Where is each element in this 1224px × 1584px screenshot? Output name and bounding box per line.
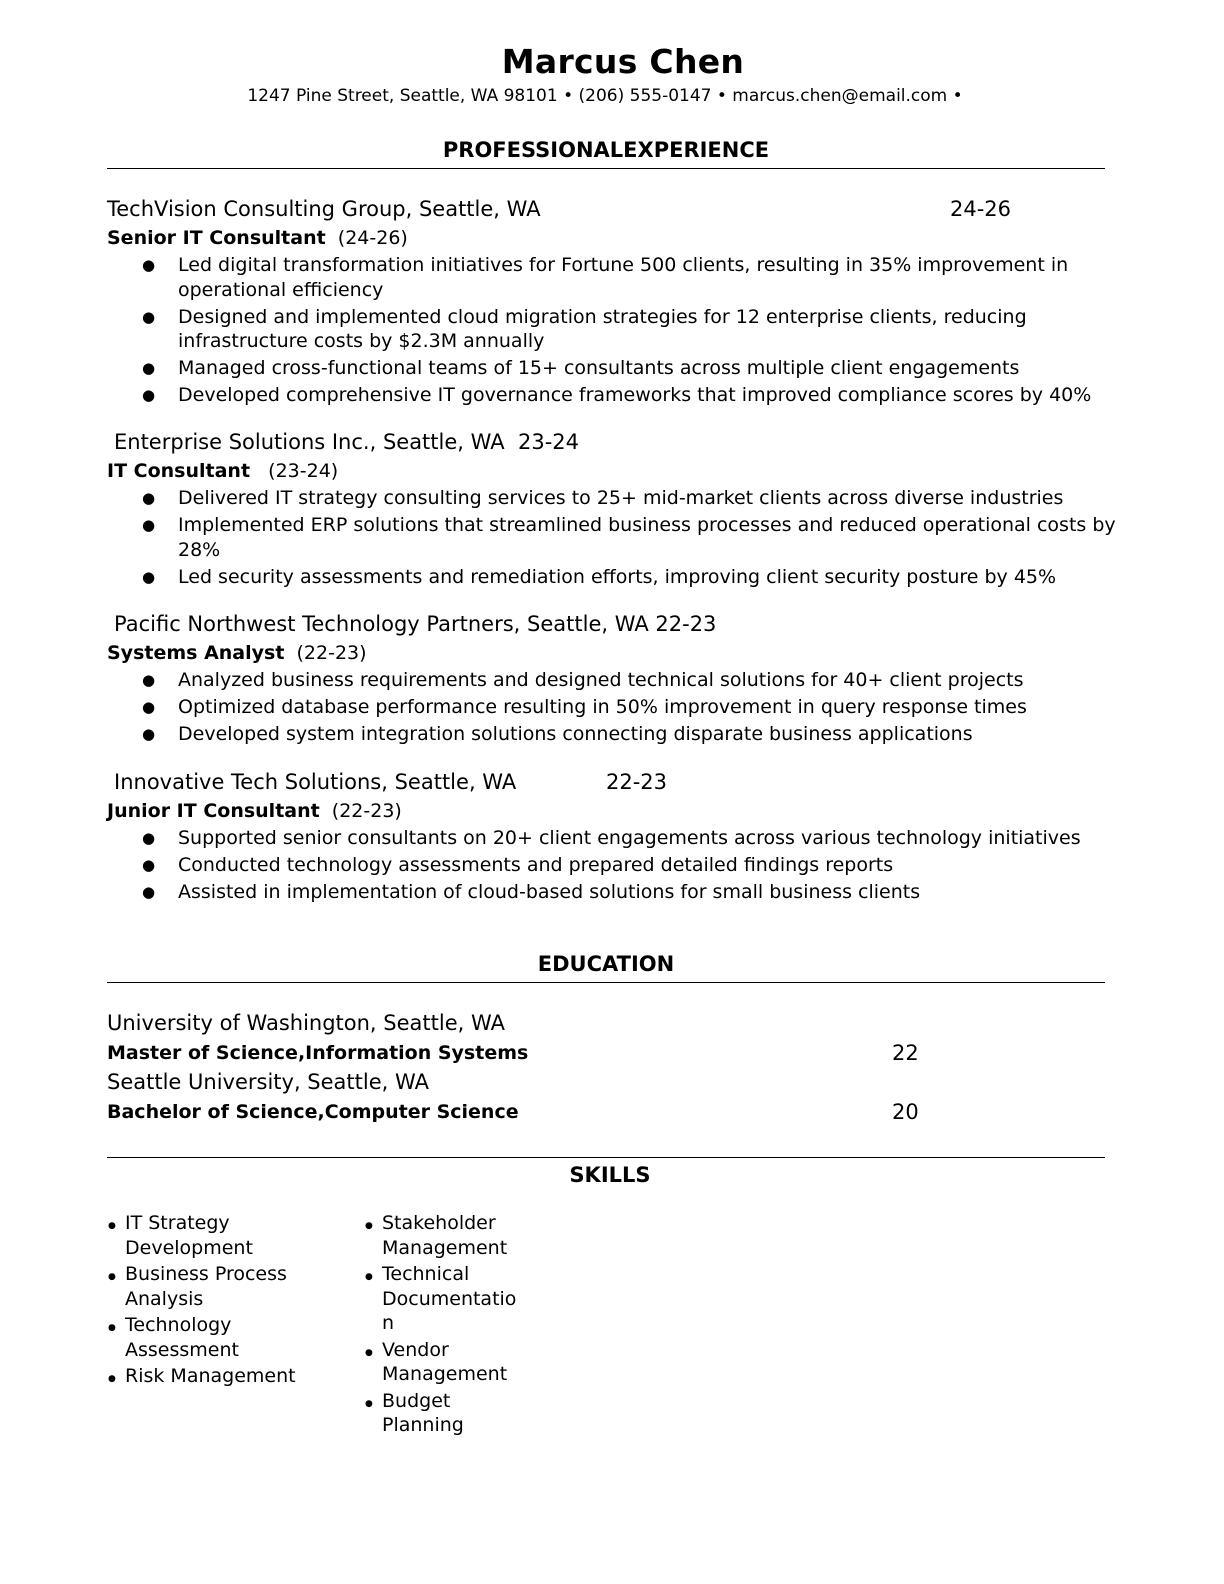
job-bullets: [107, 253, 1147, 410]
education-school: University of Washington, Seattle, WA: [107, 1011, 505, 1035]
job-date: 22-23: [606, 770, 668, 794]
job-title-line: [107, 460, 338, 482]
skills-list-right: [364, 1211, 529, 1440]
job-title: Senior IT Consultant: [107, 227, 326, 249]
job-title-line: [107, 642, 367, 664]
list-item: ● IT Strategy Development: [107, 1211, 307, 1260]
education-heading: EDUCATION: [537, 952, 675, 976]
list-item: ● Supported senior consultants on 20+ client engagements across various technology initiatives: [107, 826, 1147, 851]
job-company: Innovative Tech Solutions, Seattle, WA: [114, 770, 517, 794]
education-year: 20: [892, 1100, 919, 1124]
list-item: ● Optimized database performance resulting in 50% improvement in query response times: [107, 695, 1147, 720]
list-item: ● Assisted in implementation of cloud-based solutions for small business clients: [107, 880, 1147, 905]
contact-line: 1247 Pine Street, Seattle, WA 98101 • (206) 555-0147 • marcus.chen@email.com •: [247, 86, 963, 106]
list-item: ● Vendor Management: [364, 1338, 529, 1387]
job-bullets: [107, 486, 1147, 592]
list-item: ● Stakeholder Management: [364, 1211, 529, 1260]
list-item: ● Led digital transformation initiatives for Fortune 500 clients, resulting in 35% improvement in operational efficiency: [107, 253, 1147, 302]
list-item: ● Business Process Analysis: [107, 1262, 307, 1311]
job-title-date: (22-23): [296, 642, 367, 664]
job-title-date: (22-23): [331, 800, 402, 822]
list-item: ● Led security assessments and remediation efforts, improving client security posture by 45%: [107, 565, 1147, 590]
resume-name: Marcus Chen: [501, 42, 745, 81]
list-item: ● Technology Assessment: [107, 1313, 307, 1362]
job-company: Enterprise Solutions Inc., Seattle, WA 23-24: [114, 430, 580, 454]
job-title: Junior IT Consultant: [107, 800, 320, 822]
job-title: IT Consultant: [107, 460, 251, 482]
experience-rule: [107, 168, 1105, 169]
education-rule: [107, 982, 1105, 983]
list-item: ● Budget Planning: [364, 1389, 529, 1438]
list-item: ● Developed comprehensive IT governance frameworks that improved compliance scores by 40%: [107, 383, 1147, 408]
list-item: ● Designed and implemented cloud migration strategies for 12 enterprise clients, reducing infrastructure costs by $2.3M annually: [107, 305, 1147, 354]
job-title: Systems Analyst: [107, 642, 285, 664]
experience-heading: PROFESSIONALEXPERIENCE: [442, 138, 770, 162]
list-item: ● Implemented ERP solutions that streamlined business processes and reduced operational costs by 28%: [107, 513, 1147, 562]
list-item: ● Technical Documentatio n: [364, 1262, 529, 1336]
job-date: 23-24: [517, 430, 580, 454]
list-item: ● Developed system integration solutions connecting disparate business applications: [107, 722, 1147, 747]
job-bullets: [107, 826, 1147, 907]
skills-heading: SKILLS: [569, 1163, 651, 1187]
skills-rule: [107, 1157, 1105, 1158]
list-item: ● Managed cross-functional teams of 15+ consultants across multiple client engagements: [107, 356, 1147, 381]
list-item: ● Analyzed business requirements and designed technical solutions for 40+ client projects: [107, 668, 1147, 693]
education-degree: Bachelor of Science,Computer Science: [107, 1101, 519, 1123]
skills-list-left: [107, 1211, 307, 1391]
list-item: ● Risk Management: [107, 1364, 307, 1389]
job-title-line: [107, 800, 402, 822]
job-date: 24-26: [950, 197, 1012, 221]
education-year: 22: [892, 1041, 919, 1065]
job-date: 22-23: [655, 612, 717, 636]
job-title-date: (23-24): [268, 460, 339, 482]
job-title-date: (24-26): [337, 227, 408, 249]
list-item: ● Delivered IT strategy consulting services to 25+ mid-market clients across diverse industries: [107, 486, 1147, 511]
list-item: ● Conducted technology assessments and prepared detailed findings reports: [107, 853, 1147, 878]
job-company: Pacific Northwest Technology Partners, Seattle, WA 22-23: [114, 612, 717, 636]
job-company: TechVision Consulting Group, Seattle, WA: [107, 197, 541, 221]
education-degree: Master of Science,Information Systems: [107, 1042, 529, 1064]
education-school: Seattle University, Seattle, WA: [107, 1070, 429, 1094]
job-bullets: [107, 668, 1147, 749]
job-title-line: [107, 227, 408, 249]
